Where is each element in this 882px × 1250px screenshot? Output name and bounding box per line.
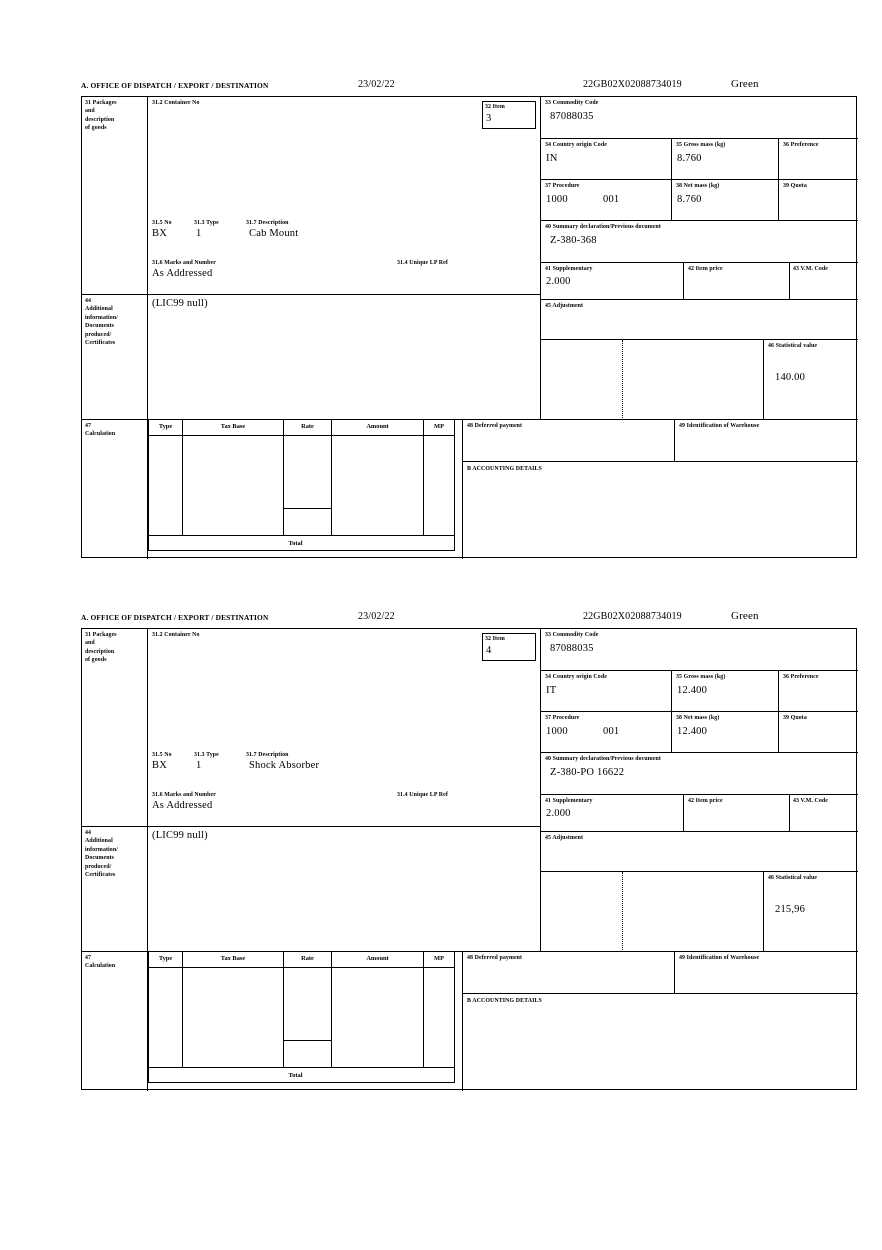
box-44-additional-information [148, 295, 541, 420]
box-48-label: 48 Deferred payment [467, 423, 523, 429]
box-46-statistical-value-area [541, 872, 858, 952]
box-b-accounting-details [462, 462, 858, 559]
box-39-label: 39 Quota [783, 183, 807, 189]
box-49-identification-of-warehouse [675, 952, 858, 994]
box-42-item-price [684, 795, 790, 832]
box-43-label: 43 V.M. Code [793, 266, 829, 272]
office-of-dispatch-label: A. OFFICE OF DISPATCH / EXPORT / DESTINATION [81, 81, 269, 90]
routing-lane: Green [731, 78, 759, 90]
box-37-procedure [541, 712, 672, 753]
calc-cell-amount [332, 968, 424, 1067]
box-31-5-no-value: BX [152, 228, 167, 239]
box-40-summary-declaration [541, 753, 858, 795]
calc-cell-tax-base [183, 968, 284, 1067]
box-b-label: B ACCOUNTING DETAILS [467, 466, 542, 472]
box-48-deferred-payment [462, 420, 675, 462]
box-45-adjustment [541, 300, 858, 340]
box-39-quota [779, 180, 858, 221]
box-41-value: 2.000 [546, 808, 571, 819]
vertical-dotted-divider [622, 340, 623, 420]
box-31-6-marks-label: 31.6 Marks and Number [152, 260, 216, 266]
box-45-adjustment [541, 832, 858, 872]
box-46-statistical-value [763, 340, 858, 420]
calc-cell-rate [284, 436, 332, 508]
box-32-item [482, 101, 536, 129]
box-40-value: Z-380-PO 16622 [550, 767, 625, 778]
box-42-label: 42 Item price [688, 266, 723, 272]
box-31-5-no-value: BX [152, 760, 167, 771]
box-37-value-a: 1000 [546, 726, 568, 737]
box-40-value: Z-380-368 [550, 235, 597, 246]
box-31-3-type-label: 31.3 Type [194, 220, 219, 226]
box-46-value: 215,96 [775, 904, 806, 915]
box-46-statistical-value [763, 872, 858, 952]
calc-total-row [148, 535, 455, 551]
box-44-value: (LIC99 null) [152, 298, 208, 309]
calc-col-header-amount: Amount [332, 952, 424, 968]
box-31-7-description-value: Cab Mount [249, 228, 299, 239]
box-36-preference [779, 139, 858, 180]
declaration-grid [81, 96, 857, 558]
box-39-label: 39 Quota [783, 715, 807, 721]
movement-reference-number: 22GB02X02088734019 [583, 611, 682, 622]
box-49-label: 49 Identification of Warehouse [679, 955, 760, 961]
box-48-deferred-payment [462, 952, 675, 994]
box-35-gross-mass [672, 671, 779, 712]
calc-col-header-mp: MP [424, 952, 455, 968]
box-31-7-description-label: 31.7 Description [246, 752, 289, 758]
box-31-2-container-no-label: 31.2 Container No [152, 632, 200, 638]
box-31-5-no-label: 31.5 No [152, 752, 172, 758]
box-35-label: 35 Gross mass (kg) [676, 674, 726, 680]
box-44-label: 44 Additional information/ Documents produced/ Certificates [82, 827, 148, 952]
box-32-item-label: 32 Item [485, 104, 505, 110]
box-37-label: 37 Procedure [545, 183, 580, 189]
routing-lane: Green [731, 610, 759, 622]
box-47-label: 47 Calculation [82, 952, 148, 1091]
calc-col-header-amount: Amount [332, 420, 424, 436]
calc-total-row [148, 1067, 455, 1083]
box-37-label: 37 Procedure [545, 715, 580, 721]
calc-cell-amount [332, 436, 424, 535]
calc-col-header-mp: MP [424, 420, 455, 436]
form-header [81, 78, 859, 96]
box-31-label: 31 Packages and description of goods [82, 97, 148, 295]
calc-total-label: Total [288, 540, 303, 547]
calc-col-header-tax-base: Tax Base [183, 420, 284, 436]
calc-total-label: Total [288, 1072, 303, 1079]
box-31-6-marks-label: 31.6 Marks and Number [152, 792, 216, 798]
calc-cell-type [148, 968, 183, 1067]
box-41-value: 2.000 [546, 276, 571, 287]
calc-col-header-tax-base: Tax Base [183, 952, 284, 968]
box-46-label: 46 Statistical value [768, 343, 818, 349]
box-37-value-b: 001 [603, 726, 620, 737]
box-44-label: 44 Additional information/ Documents produced/ Certificates [82, 295, 148, 420]
box-b-accounting-details [462, 994, 858, 1091]
box-31-4-unique-lp-ref-label: 31.4 Unique LP Ref [397, 792, 448, 798]
box-31-3-type-value: 1 [196, 760, 202, 771]
box-38-label: 38 Net mass (kg) [676, 183, 720, 189]
box-31-5-no-label: 31.5 No [152, 220, 172, 226]
box-38-value: 12.400 [677, 726, 708, 737]
box-47-label: 47 Calculation [82, 420, 148, 559]
box-35-value: 8.760 [677, 153, 702, 164]
box-36-preference [779, 671, 858, 712]
box-43-label: 43 V.M. Code [793, 798, 829, 804]
box-40-label: 40 Summary declaration/Previous document [545, 756, 661, 762]
box-37-value-b: 001 [603, 194, 620, 205]
box-34-country-origin-code [541, 139, 672, 180]
box-41-supplementary [541, 795, 684, 832]
calc-cell-mp [424, 436, 455, 535]
box-48-label: 48 Deferred payment [467, 955, 523, 961]
box-35-gross-mass [672, 139, 779, 180]
calc-cell-rate [284, 968, 332, 1040]
box-31-6-marks-value: As Addressed [152, 268, 213, 279]
box-32-item-label: 32 Item [485, 636, 505, 642]
box-49-label: 49 Identification of Warehouse [679, 423, 760, 429]
form-header [81, 610, 859, 628]
box-31-6-marks-value: As Addressed [152, 800, 213, 811]
calc-col-header-type: Type [148, 952, 183, 968]
box-33-commodity-code [541, 97, 858, 139]
calc-cell-tax-base [183, 436, 284, 535]
box-31-label: 31 Packages and description of goods [82, 629, 148, 827]
box-38-value: 8.760 [677, 194, 702, 205]
box-41-label: 41 Supplementary [545, 266, 593, 272]
box-38-net-mass [672, 180, 779, 221]
declaration-date: 23/02/22 [358, 79, 395, 90]
box-44-additional-information [148, 827, 541, 952]
box-40-summary-declaration [541, 221, 858, 263]
box-46-label: 46 Statistical value [768, 875, 818, 881]
box-31-3-type-value: 1 [196, 228, 202, 239]
box-31-7-description-value: Shock Absorber [249, 760, 320, 771]
box-31-2-container-no-label: 31.2 Container No [152, 100, 200, 106]
box-43-vm-code [790, 263, 858, 300]
box-33-label: 33 Commodity Code [545, 100, 599, 106]
declaration-grid [81, 628, 857, 1090]
calc-col-header-rate: Rate [284, 952, 332, 968]
box-41-label: 41 Supplementary [545, 798, 593, 804]
box-34-label: 34 Country origin Code [545, 674, 607, 680]
box-37-procedure [541, 180, 672, 221]
box-45-label: 45 Adjustment [545, 303, 584, 309]
box-38-label: 38 Net mass (kg) [676, 715, 720, 721]
box-36-label: 36 Preference [783, 142, 819, 148]
box-31-7-description-label: 31.7 Description [246, 220, 289, 226]
box-43-vm-code [790, 795, 858, 832]
box-34-value: IT [546, 685, 557, 696]
box-33-value: 87088035 [550, 111, 594, 122]
customs-declaration-form-item-4 [81, 610, 859, 1090]
box-42-label: 42 Item price [688, 798, 723, 804]
vertical-dotted-divider [622, 872, 623, 952]
box-39-quota [779, 712, 858, 753]
box-32-item-value: 3 [486, 113, 492, 124]
box-33-value: 87088035 [550, 643, 594, 654]
office-of-dispatch-label: A. OFFICE OF DISPATCH / EXPORT / DESTINATION [81, 613, 269, 622]
box-34-label: 34 Country origin Code [545, 142, 607, 148]
box-34-country-origin-code [541, 671, 672, 712]
box-31-4-unique-lp-ref-label: 31.4 Unique LP Ref [397, 260, 448, 266]
box-45-label: 45 Adjustment [545, 835, 584, 841]
box-49-identification-of-warehouse [675, 420, 858, 462]
box-35-label: 35 Gross mass (kg) [676, 142, 726, 148]
calc-col-header-rate: Rate [284, 420, 332, 436]
box-31-3-type-label: 31.3 Type [194, 752, 219, 758]
box-40-label: 40 Summary declaration/Previous document [545, 224, 661, 230]
box-41-supplementary [541, 263, 684, 300]
box-35-value: 12.400 [677, 685, 708, 696]
calc-col-header-type: Type [148, 420, 183, 436]
box-46-value: 140.00 [775, 372, 806, 383]
calc-cell-type [148, 436, 183, 535]
box-32-item [482, 633, 536, 661]
calc-cell-rate-2 [284, 1040, 332, 1067]
calc-cell-mp [424, 968, 455, 1067]
box-42-item-price [684, 263, 790, 300]
movement-reference-number: 22GB02X02088734019 [583, 79, 682, 90]
box-36-label: 36 Preference [783, 674, 819, 680]
declaration-date: 23/02/22 [358, 611, 395, 622]
box-44-value: (LIC99 null) [152, 830, 208, 841]
box-b-label: B ACCOUNTING DETAILS [467, 998, 542, 1004]
box-46-statistical-value-area [541, 340, 858, 420]
box-32-item-value: 4 [486, 645, 492, 656]
box-34-value: IN [546, 153, 558, 164]
box-37-value-a: 1000 [546, 194, 568, 205]
box-33-commodity-code [541, 629, 858, 671]
box-38-net-mass [672, 712, 779, 753]
customs-declaration-form-item-3 [81, 78, 859, 558]
box-33-label: 33 Commodity Code [545, 632, 599, 638]
calc-cell-rate-2 [284, 508, 332, 535]
